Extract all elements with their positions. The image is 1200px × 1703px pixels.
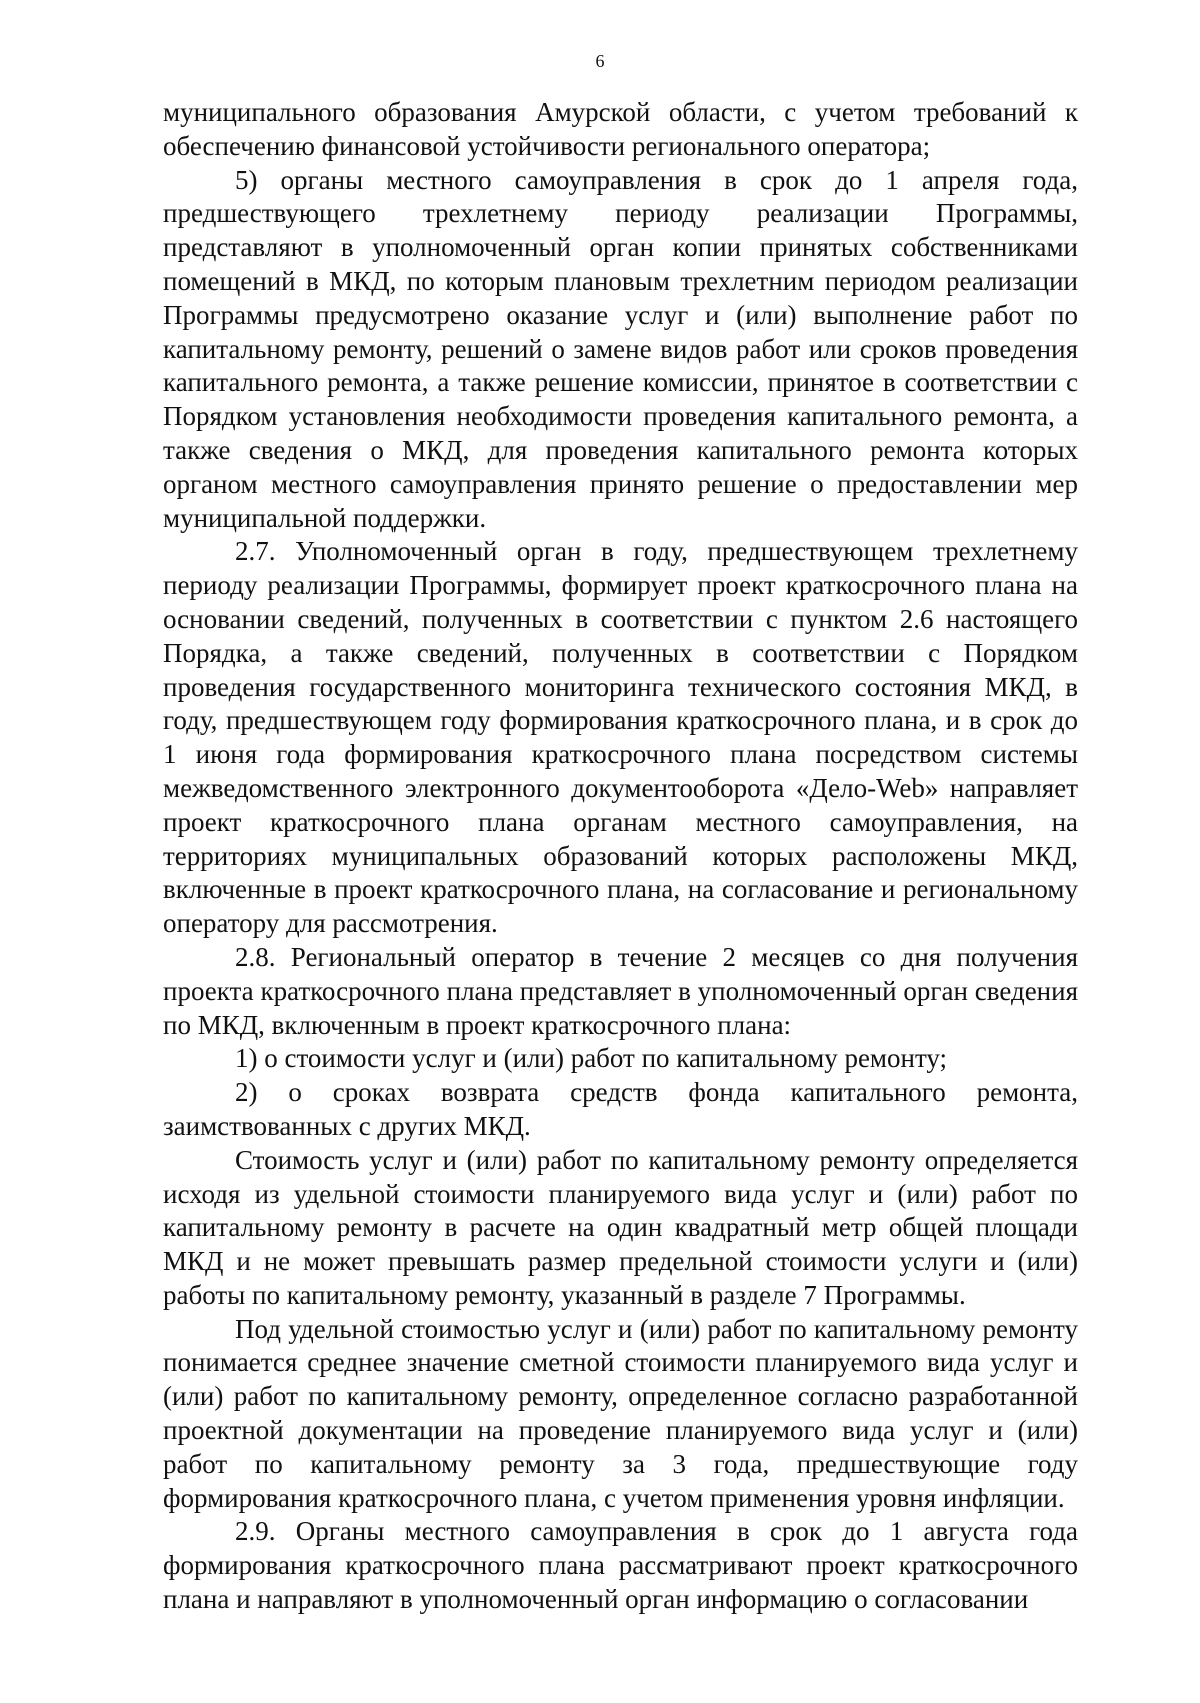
paragraph-section-2-9: 2.9. Органы местного самоуправления в срок до 1 августа года формирования краткосрочного плана рассматривают проект краткосрочного плана и направляют в уполномоченный орган информацию о согласовании	[163, 1516, 1078, 1615]
paragraph-unit-cost: Под удельной стоимостью услуг и (или) работ по капитальному ремонту понимается среднее значение сметной стоимости планируемого вида услуг и (или) работ по капитальному ремонту, определенное согласно разработанной проектной документации на проведение планируемого вида услуг и (или) работ по капитальному ремонту за 3 года, предшествующие году формирования краткосрочного плана, с учетом применения уровня инфляции.	[163, 1313, 1078, 1513]
paragraph-cost-definition: Стоимость услуг и (или) работ по капитальному ремонту определяется исходя из удельной стоимости планируемого вида услуг и (или) работ по капитальному ремонту в расчете на один квадратный метр общей площади МКД и не может превышать размер предельной стоимости услуги и (или) работы по капитальному ремонту, указанный в разделе 7 Программы.	[163, 1144, 1078, 1310]
paragraph-municipal-continuation: муниципального образования Амурской области, с учетом требований к обеспечению финансовой устойчивости регионального оператора;	[163, 97, 1078, 161]
document-body	[163, 96, 1078, 1617]
paragraph-item-2-terms: 2) о сроках возврата средств фонда капитального ремонта, заимствованных с других МКД.	[163, 1077, 1078, 1141]
paragraph-section-2-8: 2.8. Региональный оператор в течение 2 месяцев со дня получения проекта краткосрочного плана представляет в уполномоченный орган сведения по МКД, включенным в проект краткосрочного плана:	[163, 941, 1078, 1040]
paragraph-item-5: 5) органы местного самоуправления в срок до 1 апреля года, предшествующего трехлетнему периоду реализации Программы, представляют в уполномоченный орган копии принятых собственниками помещений в МКД, по которым плановым трехлетним периодом реализации Программы предусмотрено оказание услуг и (или) выполнение работ по капитальному ремонту, решений о замене видов работ или сроков проведения капитального ремонта, а также решение комиссии, принятое в соответствии с Порядком установления необходимости проведения капитального ремонта, а также сведения о МКД, для проведения капитального ремонта которых органом местного самоуправления принято решение о предоставлении мер муниципальной поддержки.	[163, 164, 1078, 533]
paragraph-section-2-7: 2.7. Уполномоченный орган в году, предшествующем трехлетнему периоду реализации Программы, формирует проект краткосрочного плана на основании сведений, полученных в соответствии с пунктом 2.6 настоящего Порядка, а также сведений, полученных в соответствии с Порядком проведения государственного мониторинга технического состояния МКД, в году, предшествующем году формирования краткосрочного плана, и в срок до 1 июня года формирования краткосрочного плана посредством системы межведомственного электронного документооборота «Дело-Web» направляет проект краткосрочного плана органам местного самоуправления, на территориях муниципальных образований которых расположены МКД, включенные в проект краткосрочного плана, на согласование и региональному оператору для рассмотрения.	[163, 536, 1078, 939]
page-number: 6	[595, 51, 605, 71]
paragraph-item-1-cost: 1) о стоимости услуг и (или) работ по капитальному ремонту;	[235, 1043, 948, 1074]
